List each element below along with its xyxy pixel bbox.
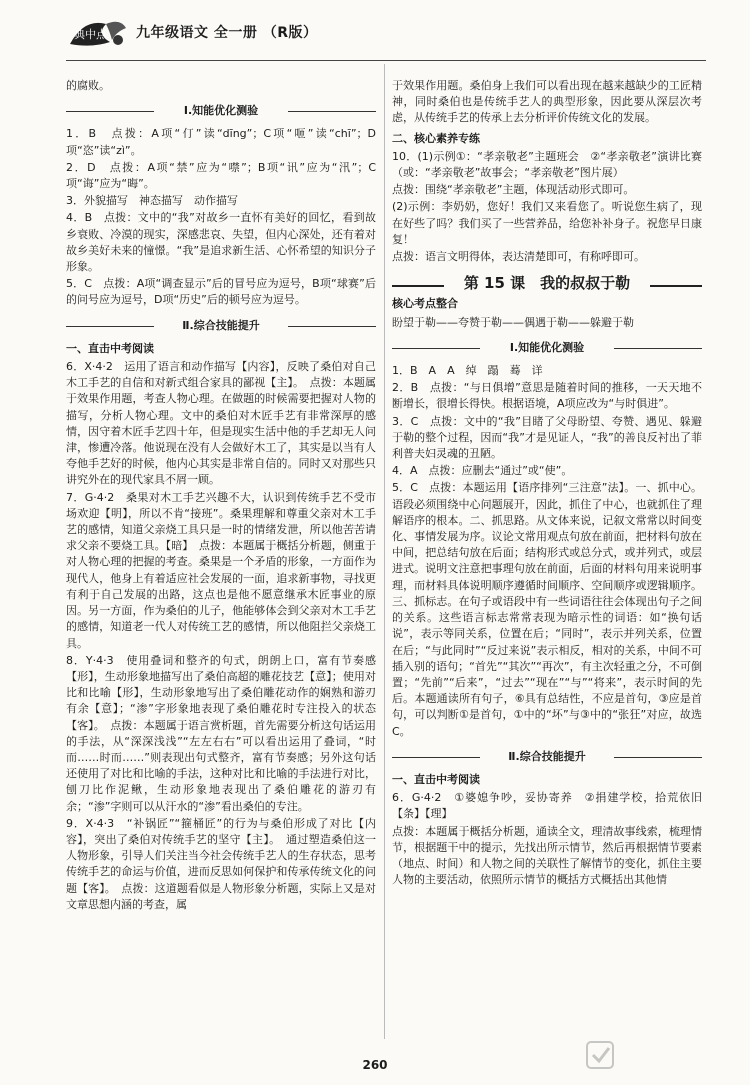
- subsection-heading: 核心考点整合: [392, 297, 458, 311]
- paragraph: 2．B 点拨：“与日俱增”意思是随着时间的推移，一天天地不断增长，很增长得快。根据语境，A项应改为“与时俱进”。: [392, 381, 702, 411]
- right-column: [392, 78, 702, 889]
- paragraph: 8．Y·4·3 使用叠词和整齐的句式，朗朗上口，富有节奏感【形】，生动形象地描写出了桑伯高超的雕花技艺【意】；使用对比和比喻【形】，生动形象地写出了桑伯雕花动作的娴熟和游刃有余【意】；“渗”字形象地表现了桑伯雕花时专注投入的状态【客】。 点拨：本题属于语言赏析题，首先需要分析这句话运用的手法，从“深深浅浅”“左左右右”可以看出运用了叠词，“时而……时而……”则表现出句式整齐，富有节奏感；另外这句话还使用了对比和比喻的手法，这种对比和比喻的手法进行对比，刨刀比作泥鳅，生动形象地表现出了桑伯雕花的游刃有余；“渗”字则可以从汗水的“渗”看出桑伯的专注。: [66, 653, 376, 813]
- paragraph: 9．X·4·3 “补锅匠”“箍桶匠”的行为与桑伯形成了对比【内容】，突出了桑伯对传统手艺的坚守【主】。 通过塑造桑伯这一人物形象，引导人们关注当今社会传统手艺人的生存状态，思考传统手艺的命运与价值，进而反思如何保护和传承传统文化的问题【客】。 点拨：这道题看似是人物形象分析题，实际上又是对文章思想内涵的考查，属: [66, 816, 376, 911]
- paragraph: 7．G·4·2 桑果对木工手艺兴趣不大，认识到传统手艺不受市场欢迎【明】，所以不肯“接班”。桑果理解和尊重父亲对木工手艺的感情，知道父亲烧工具只是一时的情绪发泄，所以他苦苦请求父亲不要烧工具。【暗】 点拨：本题属于概括分析题，侧重于对人物心理的把握的考查。桑果是一个矛盾的形象，一方面作为现代人，他身上有着适应社会发展的一面，追求新事物，寻找更有利于自己发展的出路，这点也是他不愿意继承木匠事业的原因。另一方面，作为桑伯的儿子，他能够体会到父亲对木工手艺的感情，知道老一代人对传统工艺的感情，所以他阻拦父亲烧工具。: [66, 490, 376, 650]
- paragraph: 5．C 点拨：A项“调查显示”后的冒号应为逗号，B项“球赛”后的问号应为逗号，D项“历史”后的顿号应为逗号。: [66, 277, 376, 307]
- paragraph: 3．外貌描写 神态描写 动作描写: [66, 194, 238, 208]
- section-heading: Ⅰ.知能优化测验: [392, 340, 702, 356]
- paragraph: 2．D 点拨：A项“禁”应为“噤”；B项“讯”应为“汛”；C项“诲”应为“晦”。: [66, 160, 376, 191]
- book-logo-icon: [66, 14, 130, 50]
- subsection-heading: 二、核心素养专练: [392, 131, 480, 145]
- column-divider: [384, 64, 385, 1039]
- paragraph: 4．B 点拨：文中的“我”对故乡一直怀有美好的回忆，看到故乡衰败、冷漠的现实，深感悲哀、失望，但内心深处，还有着对故乡美好未来的憧憬。“我”是追求新生活、心怀希望的知识分子形象。: [66, 211, 376, 274]
- watermark-stamp: [585, 1036, 745, 1080]
- left-column: [66, 78, 376, 914]
- page-header: [66, 12, 706, 52]
- paragraph: 的腐败。: [66, 79, 110, 92]
- logo-text: 典中点: [74, 28, 107, 41]
- paragraph: 5．C 点拨：本题运用【语序排列“三注意”法】。一、抓中心。语段必须围绕中心问题展开，因此，抓住了中心，也就抓住了理解语序的根本。二、抓思路。从文体来说，记叙文常常以时间变化、事情发展为序。议论文常用观点句放在前面，把材料句放在中间，把总结句放在后面；结构形式或总分式，或并列式，或层进式。说明文注意把事理句放在前面，后面的材料句用来说明事理，而材料具体说明顺序遵循时间顺序、空间顺序或逻辑顺序。三、抓标志。在句子或语段中有一些词语往往会体现出句子之间的关系。这些语言标志常常表现为暗示性的词语：如“换句话说”，表示等同关系，位置在后；“同时”，表示并列关系，位置在后；“与此同时”“反过来说”表示相反，相对的关系，中间不可插入别的语句；“首先”“其次”“再次”，有主次轻重之分，不可倒置；“先前”“后来”，“过去”“现在”“与”“将来”，表示时间的先后。本题通读所有句子，⑥具有总结性，不应是首句，③应是首句，可以判断①是首句，①中的“坏”与③中的“张狂”对应，故选C。: [392, 481, 702, 738]
- section-heading: Ⅱ.综合技能提升: [392, 749, 702, 765]
- paragraph: 1．B A A 绰 蹋 蓦 详: [392, 364, 543, 378]
- subsection-heading: 一、直击中考阅读: [392, 772, 480, 786]
- paragraph: 3．C 点拨：文中的“我”目睹了父母盼望、夸赞、遇见、躲避于勒的整个过程，因而“我”才是见证人，“我”的善良反衬出了菲利普夫妇灵魂的丑陋。: [392, 414, 702, 461]
- paragraph: 点拨：语言文明得体，表达清楚即可，有称呼即可。: [392, 250, 645, 264]
- paragraph: 1．B 点拨：A项“仃”读“dīng”；C项“咂”读“chī”；D项“恣”读“zì”。: [66, 127, 376, 157]
- paragraph: 于效果作用题。桑伯身上我们可以看出现在越来越缺少的工匠精神，同时桑伯也是传统手艺人的典型形象，因此要从深层次考虑，从传统手艺的传承上去分析评价传统文化的发展。: [392, 79, 702, 125]
- section-heading: Ⅰ.知能优化测验: [66, 103, 376, 119]
- paragraph: 6．G·4·2 ①婆媳争吵，妥协寄养 ②捐建学校，拾荒依旧【条】【理】: [392, 791, 702, 821]
- paragraph: 点拨：本题属于概括分析题，通读全文，理清故事线索，梳理情节，根据题干中的提示，先找出所示情节，然后再根据情节要素（地点、时间）和人物之间的关联性了解情节的变化，抓住主要人物的主要活动，依照所示情节的概括方式概括出其他情: [392, 824, 702, 887]
- paragraph: (2)示例：李奶奶，您好！我们又来看您了。听说您生病了，现在好些了吗？我们买了一些营养品，给您补补身子。祝您早日康复！: [392, 200, 702, 246]
- paragraph: 6．X·4·2 运用了语言和动作描写【内容】，反映了桑伯对自己木工手艺的自信和对新式组合家具的鄙视【主】。 点拨：本题属于效果作用题，考查人物心理。在做题的时候需要把握对人物的描写，分析人物心理。文中的桑伯对木匠手艺有非常深厚的感情，因守着木匠手艺四十年，但是现实生活中他的手艺却无人问津，惨遭冷落。他说现在没有人会做好木工了，其实是以当有人夸他手艺好的时候，他内心其实是非常自信的。同时又对那些只讲究外在的现代家具不屑一顾。: [66, 360, 376, 487]
- section-heading: Ⅱ.综合技能提升: [66, 318, 376, 334]
- paragraph: 点拨：围绕“孝亲敬老”主题，体现活动形式即可。: [392, 183, 635, 197]
- header-rule: [66, 60, 706, 61]
- subsection-heading: 一、直击中考阅读: [66, 341, 154, 355]
- lesson-title: 第 15 课 我的叔叔于勒: [392, 275, 702, 291]
- book-title: 九年级语文 全一册 （R版）: [136, 25, 318, 41]
- page-number: 260: [362, 1058, 388, 1072]
- paragraph: 10．(1)示例①：“孝亲敬老”主题班会 ②“孝亲敬老”演讲比赛（或：“孝亲敬老”故事会；“孝亲敬老”图片展）: [392, 149, 702, 180]
- paragraph: 盼望于勒——夸赞于勒——偶遇于勒——躲避于勒: [392, 315, 634, 329]
- paragraph: 4．A 点拨：应删去“通过”或“使”。: [392, 464, 573, 478]
